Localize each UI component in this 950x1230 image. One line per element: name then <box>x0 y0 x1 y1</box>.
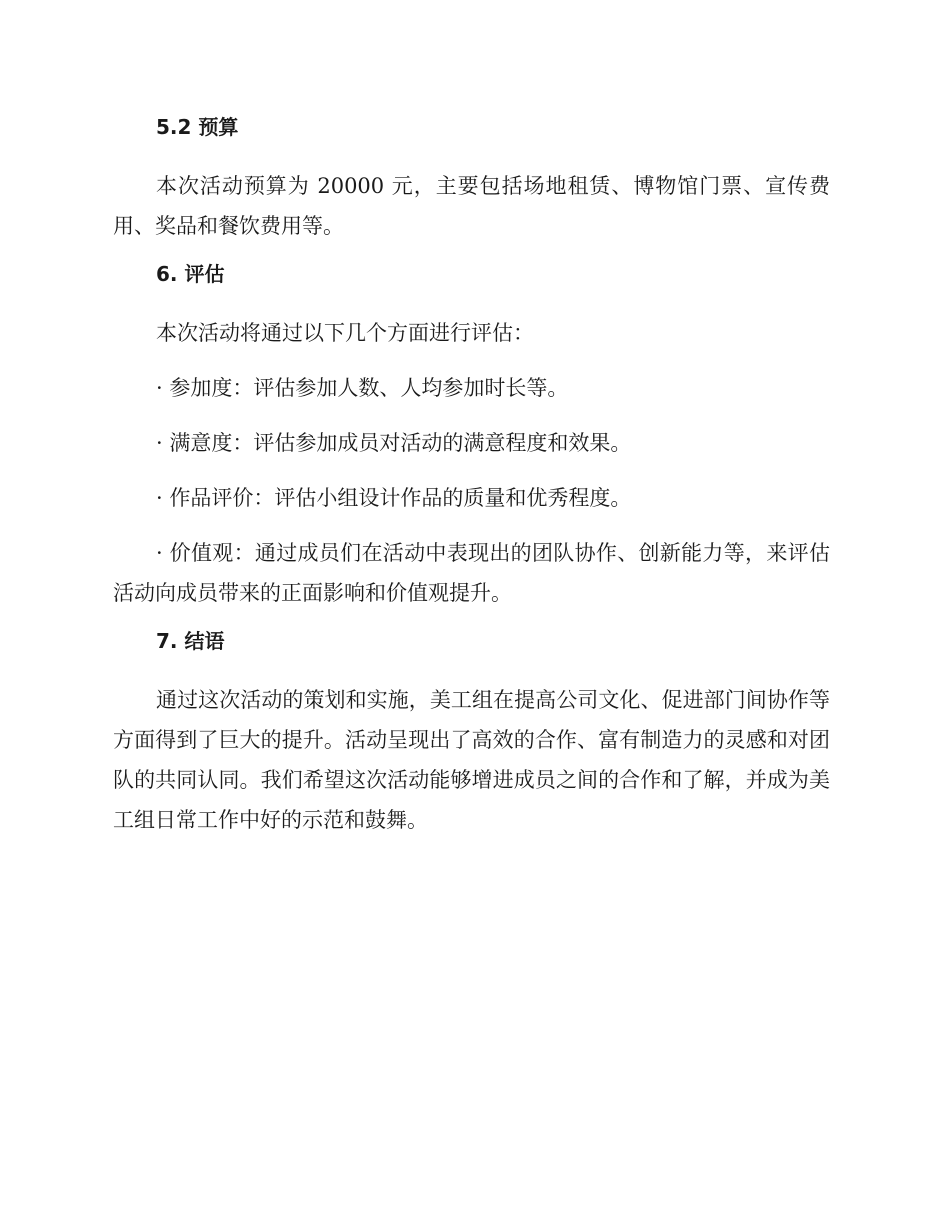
evaluation-item-participation: · 参加度：评估参加人数、人均参加时长等。 <box>156 376 569 400</box>
evaluation-item-satisfaction: · 满意度：评估参加成员对活动的满意程度和效果。 <box>156 431 632 455</box>
evaluation-item-values: · 价值观：通过成员们在活动中表现出的团队协作、创新能力等，来评估活动向成员带来的正面影响和价值观提升。 <box>113 541 830 605</box>
section-heading-evaluation: 6. 评估 <box>156 262 225 286</box>
document-page <box>113 112 830 855</box>
budget-paragraph: 本次活动预算为 20000 元，主要包括场地租赁、博物馆门票、宣传费用、奖品和餐饮费用等。 <box>113 174 830 238</box>
section-heading-budget: 5.2 预算 <box>156 115 239 139</box>
evaluation-item-work-review: · 作品评价：评估小组设计作品的质量和优秀程度。 <box>156 486 632 510</box>
conclusion-paragraph: 通过这次活动的策划和实施，美工组在提高公司文化、促进部门间协作等方面得到了巨大的提升。活动呈现出了高效的合作、富有制造力的灵感和对团队的共同认同。我们希望这次活动能够增进成员之间的合作和了解，并成为美工组日常工作中好的示范和鼓舞。 <box>113 688 830 832</box>
section-heading-conclusion: 7. 结语 <box>156 629 225 653</box>
evaluation-intro: 本次活动将通过以下几个方面进行评估： <box>156 321 534 345</box>
